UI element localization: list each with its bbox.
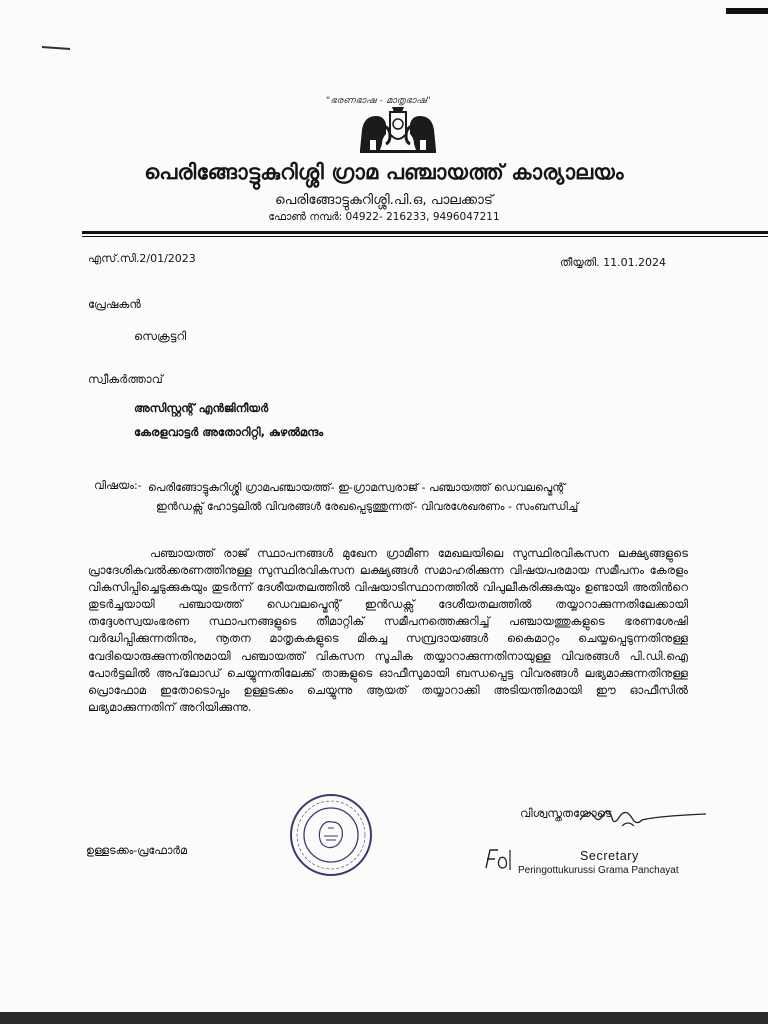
for-initial-mark-icon [482,846,514,872]
subject-label: വിഷയം:- [94,479,142,492]
office-title: പെരിങ്ങോട്ടുകുറിശ്ശി ഗ്രാമ പഞ്ചായത്ത് കാര്യാലയം [144,160,624,184]
header-divider-thick [82,231,768,234]
enclosure-note: ഉള്ളടക്കം-പ്രഫോർമ [86,844,187,857]
edge-mark-top-right [726,8,768,14]
office-phone: ഫോൺ നമ്പർ: 04922- 216233, 9496047211 [268,211,500,223]
reference-number: എസ്.സി.2/01/2023 [88,252,196,265]
kerala-state-emblem-icon [356,104,440,154]
letter-body-text: പഞ്ചായത്ത് രാജ് സ്ഥാപനങ്ങൾ മുഖേന ഗ്രാമീണ മേഖലയിലെ സുസ്ഥിരവികസന ലക്ഷ്യങ്ങളുടെ പ്രാദേശികവൽക്കരണത്തിനുള്ള സുസ്ഥിരവികസന ലക്ഷ്യങ്ങൾ സമാഹരിക്കുന്ന വിഷയപരമായ സമീപനം കേരളം വികസിപ്പിച്ചെടുക്കുകയും തുടർന്ന് ദേശീയതലത്തിൽ വിഷയാടിസ്ഥാനത്തിൽ വിപുലീകരിക്കുകയും ഉണ്ടായി അതിൻറെ തുടർച്ചയായി പഞ്ചായത്ത് ഡെവലപ്മെന്റ് ഇൻഡക്സ് ദേശീയതലത്തിൽ തയ്യാറാക്കുന്നതിലേക്കായി തദ്ദേശസ്വയംഭരണ സ്ഥാപനങ്ങളുടെ തീമാറ്റിക് സമീപനത്തെക്കുറിച്ച് പഞ്ചായത്തുകളുടെ ഭരണശേഷി വർദ്ധിപ്പിക്കുന്നതിനും, നൂതന മാതൃകകളുടെ മികച്ച സമ്പ്രദായങ്ങൾ കൈമാറ്റം ചെയ്യപ്പെടുന്നതിനുള്ള വേദിയൊരുക്കുന്നതിനുമായി പഞ്ചായത്ത് വികസന സൂചിക തയ്യാറാക്കുന്നതിനായുള്ള വിവരങ്ങൾ പി.ഡി.ഐ പോർട്ടലിൽ അപ്‌ലോഡ് ചെയ്യുന്നതിലേക്ക് താങ്കളുടെ ഓഫീസുമായി ബന്ധപ്പെട്ട വിവരങ്ങൾ ലഭ്യമാക്കുന്നതിനുള്ള പ്രൊഫോമ ഇതോടൊപ്പം ഉള്ളടക്കം ചെയ്യുന്നു ആയത് തയ്യാറാക്കി അടിയന്തിരമായി ഈ ഓഫീസിൽ ലഭ്യമാക്കുന്നതിന് അറിയിക്കുന്നു. [88,546,688,714]
closing-salutation: വിശ്വസ്തതയോടെ [520,806,612,820]
office-seal-stamp-icon [288,792,374,878]
subject-line-1: പെരിങ്ങോട്ടുകുറിശ്ശി ഗ്രാമപഞ്ചായത്ത്- ഇ-ഗ്രാമസ്വരാജ് - പഞ്ചായത്ത് ഡെവലപ്മെന്റ് [148,481,566,494]
header-motto: "ഭരണഭാഷ - മാതൃഭാഷ" [326,96,431,106]
to-line-2: കേരളവാട്ടർ അതോറിറ്റി, കുഴൽമന്ദം [134,425,324,439]
from-name: സെക്രട്ടറി [134,329,187,343]
from-label: പ്രേഷകൻ [88,297,141,311]
to-line-1: അസിസ്റ്റന്റ് എൻജിനീയർ [134,401,269,415]
page-bottom-edge [0,1012,768,1024]
letter-date: തീയ്യതി. 11.01.2024 [560,256,667,269]
to-label: സ്വീകർത്താവ് [88,372,163,386]
margin-dash-mark [42,46,70,50]
signatory-organization: Peringottukurussi Grama Panchayat [518,865,679,876]
subject-text [148,478,668,516]
subject-line-2: ഇൻഡക്സ് ഹോട്ടലിൽ വിവരങ്ങൾ രേഖപ്പെടുത്തുന്നത്- വിവരശേഖരണം - സംബന്ധിച്ച് [156,500,579,513]
letter-body [88,545,688,716]
header-divider-thin [82,236,768,237]
office-address: പെരിങ്ങോട്ടുകുറിശ്ശി.പി.ഒ, പാലക്കാട് [275,192,493,208]
signatory-title: Secretary [580,849,639,863]
handwritten-signature-icon [578,800,708,836]
